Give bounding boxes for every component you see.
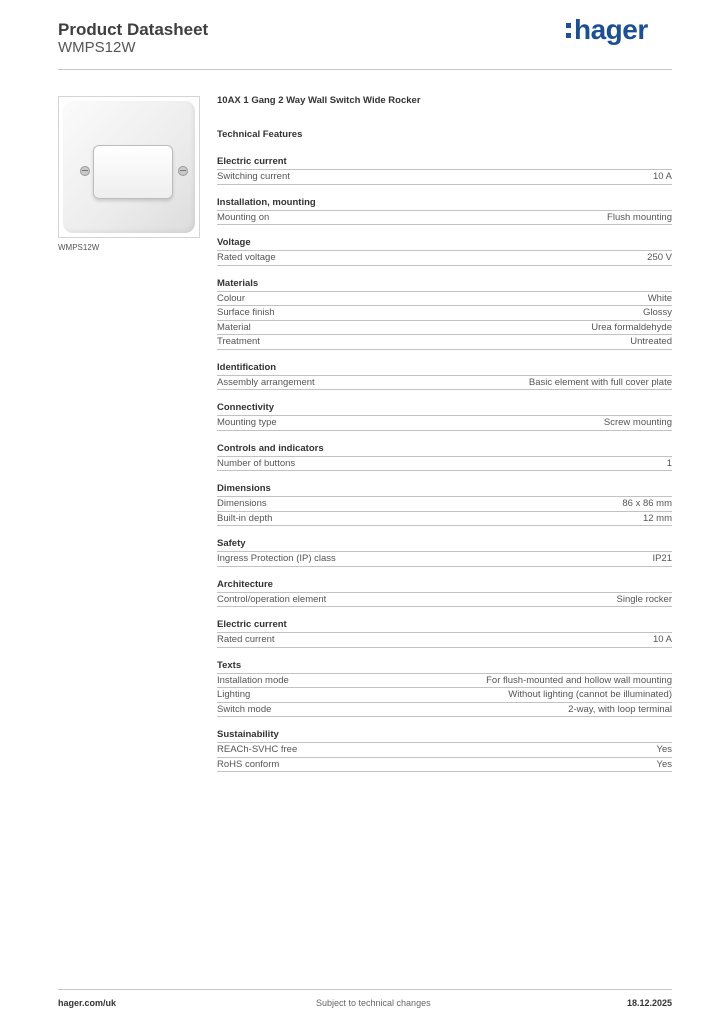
spec-row [217,321,672,336]
spec-label: Installation mode [217,674,289,686]
section-title: Architecture [217,579,672,593]
spec-label: Treatment [217,336,260,347]
spec-section [217,197,672,226]
spec-value: 12 mm [642,512,672,524]
spec-value: Without lighting (cannot be illuminated) [508,689,672,700]
spec-value: Glossy [642,307,672,318]
spec-row [217,512,672,527]
spec-section [217,729,672,772]
spec-value: Screw mounting [603,417,672,428]
section-title: Electric current [217,156,672,170]
product-code: WMPS12W [58,39,136,56]
screw-icon [80,166,90,176]
spec-label: Number of buttons [217,457,296,469]
spec-label: Dimensions [217,498,267,509]
screw-icon [178,166,188,176]
spec-label: Lighting [217,689,251,700]
spec-label: Surface finish [217,307,275,318]
spec-section [217,443,672,472]
spec-row [217,633,672,648]
brand-logo [566,14,648,46]
section-title: Connectivity [217,402,672,416]
product-image [58,96,200,238]
spec-row [217,593,672,608]
spec-section [217,579,672,608]
spec-value: Untreated [630,336,672,347]
spec-row [217,335,672,350]
spec-label: Mounting type [217,417,277,428]
spec-section [217,237,672,266]
spec-row [217,674,672,689]
switch-plate [63,101,195,233]
spec-row [217,743,672,758]
section-title: Sustainability [217,729,672,743]
spec-value: Flush mounting [607,211,672,223]
spec-value: Yes [656,744,672,755]
header-divider [58,69,672,70]
spec-sections [217,156,672,772]
spec-row [217,306,672,321]
spec-value: IP21 [652,553,672,564]
page-title: Product Datasheet [58,20,209,39]
spec-label: Control/operation element [217,593,327,605]
spec-row [217,703,672,718]
spec-value: 10 A [652,171,672,182]
section-title: Identification [217,362,672,376]
section-title: Texts [217,660,672,674]
spec-value: Single rocker [616,593,672,605]
spec-label: Rated voltage [217,252,276,263]
spec-value: For flush-mounted and hollow wall mounting [486,674,672,686]
spec-section [217,402,672,431]
spec-section [217,362,672,391]
spec-section [217,278,672,350]
spec-row [217,376,672,391]
spec-row [217,170,672,185]
image-caption: WMPS12W [58,243,100,252]
section-title: Dimensions [217,483,672,497]
spec-row [217,457,672,472]
spec-value: Basic element with full cover plate [528,376,672,388]
spec-label: Switch mode [217,703,272,715]
spec-row [217,251,672,266]
spec-section [217,483,672,526]
footer-date: 18.12.2025 [626,998,672,1008]
section-title: Installation, mounting [217,197,672,211]
spec-row [217,211,672,226]
spec-label: Switching current [217,171,290,182]
footer-notice: Subject to technical changes [316,998,431,1008]
spec-value: Yes [656,758,672,770]
section-title: Electric current [217,619,672,633]
spec-value: Urea formaldehyde [591,321,672,333]
technical-features-heading: Technical Features [217,129,303,140]
spec-value: 2-way, with loop terminal [568,703,672,715]
spec-label: Built-in depth [217,512,273,524]
spec-label: Rated current [217,634,275,645]
spec-label: Material [217,321,251,333]
logo-text: hager [574,14,648,45]
datasheet-content [217,96,672,772]
spec-value: 1 [666,457,672,469]
spec-section [217,156,672,185]
spec-value: 250 V [647,252,672,263]
section-title: Voltage [217,237,672,251]
spec-row [217,552,672,567]
spec-label: RoHS conform [217,758,280,770]
spec-value: 86 x 86 mm [622,498,672,509]
spec-value: 10 A [652,634,672,645]
section-title: Safety [217,538,672,552]
spec-row [217,497,672,512]
footer-divider [58,989,672,990]
product-name: 10AX 1 Gang 2 Way Wall Switch Wide Rocker [217,95,421,106]
section-title: Materials [217,278,672,292]
spec-label: Assembly arrangement [217,376,315,388]
spec-row [217,688,672,703]
logo-dots-icon [566,23,571,38]
spec-value: White [647,292,672,304]
footer-website: hager.com/uk [58,998,117,1008]
spec-row [217,758,672,773]
spec-section [217,660,672,718]
spec-row [217,292,672,307]
spec-row [217,416,672,431]
spec-label: Mounting on [217,211,270,223]
spec-section [217,619,672,648]
spec-label: Colour [217,292,245,304]
rocker-icon [93,145,173,199]
spec-label: REACh-SVHC free [217,744,298,755]
spec-label: Ingress Protection (IP) class [217,553,336,564]
spec-section [217,538,672,567]
section-title: Controls and indicators [217,443,672,457]
